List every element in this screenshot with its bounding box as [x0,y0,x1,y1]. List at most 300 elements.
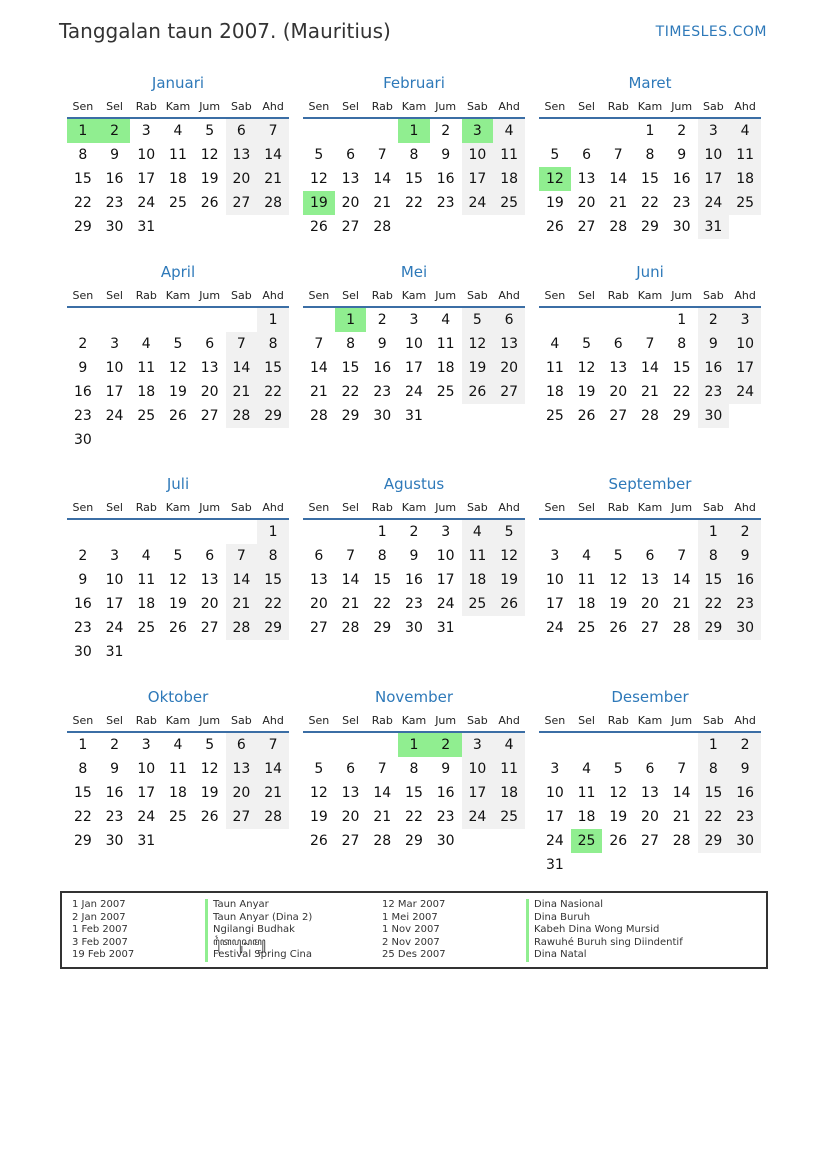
weekday-label: Ahd [493,284,525,307]
day-cell: 20 [226,781,258,805]
day-cell: 18 [462,568,494,592]
day-cell: 30 [698,404,730,428]
month-name: Juni [636,263,664,281]
empty-day-cell [194,829,226,853]
month-grid [303,709,525,853]
day-cell: 19 [169,596,187,612]
day-cell: 21 [226,592,258,616]
day-cell: 10 [545,785,564,801]
weekday-label: Sab [226,496,258,519]
day-cell: 9 [441,147,451,163]
day-cell: 6 [613,336,623,352]
weekday-label: Kam [634,284,666,307]
day-cell: 6 [226,118,258,143]
day-cell: 5 [613,761,623,777]
day-cell: 11 [137,572,156,588]
month-name: Desember [611,688,689,706]
legend-holiday-name: Taun Anyar (Dina 2) [205,912,312,925]
day-cell: 28 [226,404,258,428]
day-cell: 26 [200,809,219,825]
day-cell: 25 [493,805,525,829]
day-cell: 25 [436,384,455,400]
day-cell: 19 [200,785,219,801]
day-cell: 6 [346,147,356,163]
week-row [303,307,525,332]
day-cell: 3 [110,336,120,352]
day-cell: 24 [105,620,124,636]
day-cell: 14 [373,785,392,801]
empty-day-cell [366,732,398,757]
day-cell: 4 [173,737,183,753]
brand-link[interactable]: TIMESLES.COM [655,24,767,40]
week-row [303,191,525,215]
day-cell: 30 [73,432,92,448]
week-row [67,732,289,757]
empty-day-cell [194,307,226,332]
empty-day-cell [602,732,634,757]
empty-day-cell [666,519,698,544]
day-cell: 16 [436,785,455,801]
day-cell: 19 [200,171,219,187]
month-grid [67,496,289,664]
month-desember [539,685,761,877]
day-cell: 2 [729,732,761,757]
day-cell: 23 [436,195,455,211]
week-row [303,356,525,380]
day-cell: 4 [141,548,151,564]
holiday-day-cell: 3 [462,118,494,143]
empty-day-cell [634,853,666,877]
day-cell: 22 [698,805,730,829]
weekday-label: Sen [303,709,335,732]
month-maret [539,71,761,239]
weekday-label: Kam [162,95,194,118]
day-cell: 8 [645,147,655,163]
day-cell: 20 [493,356,525,380]
empty-day-cell [571,307,603,332]
day-cell: 9 [729,544,761,568]
weekday-label: Rab [366,284,398,307]
week-row [539,616,761,640]
day-cell: 1 [257,519,289,544]
day-cell: 22 [257,592,289,616]
day-cell: 21 [257,167,289,191]
day-cell: 26 [309,219,328,235]
day-cell: 24 [462,191,494,215]
day-cell: 1 [645,123,655,139]
day-cell: 7 [346,548,356,564]
month-juni [539,260,761,428]
day-cell: 16 [405,572,423,588]
empty-day-cell [99,428,131,452]
day-cell: 25 [462,592,494,616]
day-cell: 6 [645,548,655,564]
day-cell: 4 [582,761,592,777]
month-grid [303,496,525,640]
day-cell: 20 [226,167,258,191]
day-cell: 15 [257,568,289,592]
empty-day-cell [729,215,761,239]
day-cell: 20 [200,384,219,400]
weekday-header-row [539,709,761,732]
day-cell: 17 [462,167,494,191]
day-cell: 21 [609,195,628,211]
empty-day-cell [130,640,162,664]
day-cell: 9 [729,757,761,781]
week-row [303,616,525,640]
day-cell: 18 [169,785,187,801]
day-cell: 28 [341,620,360,636]
day-cell: 23 [73,620,92,636]
legend-dates-right [382,899,446,962]
week-row [67,356,289,380]
day-cell: 18 [493,781,525,805]
week-row [67,143,289,167]
weekday-label: Rab [130,496,162,519]
weekday-label: Sel [571,284,603,307]
month-januari [67,71,289,239]
month-name: November [374,688,454,706]
weekday-label: Sel [335,496,367,519]
weekday-header-row [303,284,525,307]
day-cell: 12 [577,360,596,376]
empty-day-cell [634,307,666,332]
day-cell: 24 [545,620,564,636]
day-cell: 11 [462,544,494,568]
day-cell: 12 [169,572,187,588]
day-cell: 7 [377,147,387,163]
day-cell: 28 [257,191,289,215]
weekday-label: Sab [698,496,730,519]
empty-day-cell [666,732,698,757]
weekday-label: Sen [539,709,571,732]
weekday-label: Kam [634,95,666,118]
week-row [539,167,761,191]
day-cell: 27 [341,833,360,849]
day-cell: 31 [137,833,156,849]
day-cell: 30 [436,833,455,849]
day-cell: 24 [729,380,761,404]
month-name: Agustus [383,475,445,493]
legend-date: 1 Feb 2007 [72,924,128,935]
day-cell: 25 [545,408,564,424]
empty-day-cell [634,732,666,757]
day-cell: 14 [609,171,628,187]
weekday-label: Ahd [729,284,761,307]
week-row [303,118,525,143]
day-cell: 4 [441,312,451,328]
day-cell: 17 [105,596,124,612]
day-cell: 3 [141,737,151,753]
day-cell: 17 [462,781,494,805]
month-grid [303,95,525,239]
weekday-label: Rab [130,709,162,732]
empty-day-cell [226,519,258,544]
day-cell: 17 [698,167,730,191]
weekday-label: Rab [130,95,162,118]
week-row [303,167,525,191]
week-row [67,428,289,452]
legend-holiday-name: Rawuhé Buruh sing Diindentif [526,937,683,950]
week-row [303,781,525,805]
day-cell: 16 [73,596,92,612]
month-name: Januari [151,74,205,92]
day-cell: 9 [677,147,687,163]
day-cell: 14 [672,785,691,801]
day-cell: 4 [550,336,560,352]
empty-day-cell [698,853,730,877]
day-cell: 27 [200,620,219,636]
day-cell: 4 [493,732,525,757]
day-cell: 14 [373,171,392,187]
day-cell: 15 [73,785,92,801]
weekday-label: Jum [430,95,462,118]
day-cell: 5 [550,147,560,163]
weekday-label: Kam [398,95,430,118]
day-cell: 20 [341,195,360,211]
day-cell: 1 [257,307,289,332]
day-cell: 15 [698,781,730,805]
day-cell: 27 [493,380,525,404]
legend-date: 1 Jan 2007 [72,899,126,910]
day-cell: 18 [577,596,596,612]
empty-day-cell [130,519,162,544]
week-row [67,592,289,616]
weekday-label: Jum [430,496,462,519]
day-cell: 14 [309,360,328,376]
weekday-header-row [303,709,525,732]
day-cell: 15 [641,171,659,187]
empty-day-cell [539,118,571,143]
day-cell: 8 [409,147,419,163]
day-cell: 18 [169,171,187,187]
day-cell: 14 [641,360,659,376]
day-cell: 7 [677,548,687,564]
day-cell: 11 [169,147,187,163]
weekday-label: Sen [67,496,99,519]
month-juli [67,472,289,664]
month-name: Februari [383,74,445,92]
day-cell: 29 [73,219,92,235]
empty-day-cell [634,519,666,544]
day-cell: 9 [409,548,419,564]
day-cell: 30 [729,829,761,853]
weekday-label: Jum [194,284,226,307]
day-cell: 7 [645,336,655,352]
empty-day-cell [194,428,226,452]
day-cell: 24 [436,596,455,612]
day-cell: 14 [341,572,360,588]
day-cell: 20 [641,596,659,612]
weekday-label: Rab [366,496,398,519]
day-cell: 24 [462,805,494,829]
day-cell: 15 [405,171,423,187]
empty-day-cell [194,519,226,544]
empty-day-cell [162,307,194,332]
day-cell: 24 [137,195,156,211]
day-cell: 28 [672,833,691,849]
day-cell: 8 [78,147,88,163]
day-cell: 9 [441,761,451,777]
week-row [303,568,525,592]
week-row [539,732,761,757]
day-cell: 26 [545,219,564,235]
day-cell: 5 [462,307,494,332]
weekday-label: Rab [602,709,634,732]
day-cell: 17 [729,356,761,380]
day-cell: 13 [226,757,258,781]
day-cell: 16 [373,360,392,376]
day-cell: 10 [105,572,124,588]
week-row [67,332,289,356]
weekday-label: Sel [335,709,367,732]
day-cell: 6 [226,732,258,757]
day-cell: 21 [226,380,258,404]
empty-day-cell [571,732,603,757]
day-cell: 21 [672,809,691,825]
month-grid [539,284,761,428]
day-cell: 6 [346,761,356,777]
day-cell: 15 [672,360,691,376]
month-grid [539,95,761,239]
day-cell: 8 [698,757,730,781]
empty-day-cell [462,829,494,853]
day-cell: 11 [577,785,596,801]
empty-day-cell [162,519,194,544]
weekday-label: Sab [226,284,258,307]
week-row [303,829,525,853]
empty-day-cell [666,853,698,877]
day-cell: 26 [169,620,187,636]
day-cell: 30 [672,219,691,235]
week-row [67,380,289,404]
empty-day-cell [493,616,525,640]
day-cell: 2 [677,123,687,139]
weekday-label: Ahd [257,284,289,307]
legend-holiday-name: Taun Anyar [205,899,312,912]
weekday-label: Kam [162,496,194,519]
day-cell: 24 [405,384,423,400]
day-cell: 7 [613,147,623,163]
day-cell: 11 [577,572,596,588]
day-cell: 3 [550,761,560,777]
day-cell: 13 [200,360,219,376]
week-row [303,592,525,616]
day-cell: 16 [729,781,761,805]
empty-day-cell [335,519,367,544]
day-cell: 16 [436,171,455,187]
day-cell: 29 [257,404,289,428]
month-april [67,260,289,452]
empty-day-cell [602,853,634,877]
day-cell: 8 [377,548,387,564]
empty-day-cell [602,118,634,143]
day-cell: 31 [436,620,455,636]
day-cell: 22 [73,809,92,825]
month-september [539,472,761,640]
week-row [539,853,761,877]
day-cell: 15 [373,572,392,588]
day-cell: 25 [577,620,596,636]
week-row [67,544,289,568]
day-cell: 31 [137,219,156,235]
week-row [303,404,525,428]
day-cell: 10 [462,143,494,167]
day-cell: 26 [609,833,628,849]
weekday-label: Rab [602,284,634,307]
day-cell: 5 [582,336,592,352]
legend-holiday-name: Ngilangi Budhak [205,924,312,937]
weekday-label: Jum [666,95,698,118]
weekday-label: Sab [462,496,494,519]
day-cell: 4 [582,548,592,564]
week-row [67,568,289,592]
day-cell: 23 [405,596,423,612]
weekday-label: Sen [303,95,335,118]
day-cell: 23 [672,195,691,211]
day-cell: 12 [309,785,328,801]
day-cell: 13 [577,171,596,187]
legend-holiday-name: Dina Nasional [526,899,683,912]
day-cell: 27 [641,833,659,849]
day-cell: 16 [698,356,730,380]
empty-day-cell [257,829,289,853]
week-row [539,519,761,544]
day-cell: 12 [493,544,525,568]
day-cell: 22 [373,596,392,612]
day-cell: 30 [729,616,761,640]
day-cell: 29 [405,833,423,849]
weekday-label: Jum [666,496,698,519]
weekday-label: Jum [194,709,226,732]
day-cell: 11 [169,761,187,777]
empty-day-cell [398,215,430,239]
day-cell: 17 [405,360,423,376]
month-grid [67,95,289,239]
weekday-header-row [67,709,289,732]
weekday-label: Sab [698,95,730,118]
day-cell: 29 [341,408,360,424]
day-cell: 25 [137,408,156,424]
week-row [539,544,761,568]
day-cell: 18 [436,360,455,376]
weekday-label: Kam [162,284,194,307]
day-cell: 31 [405,408,423,424]
day-cell: 10 [698,143,730,167]
day-cell: 3 [441,524,451,540]
holiday-day-cell: 25 [571,829,603,853]
week-row [303,544,525,568]
day-cell: 14 [257,757,289,781]
day-cell: 28 [373,219,392,235]
day-cell: 29 [373,620,392,636]
day-cell: 5 [493,519,525,544]
day-cell: 29 [641,219,659,235]
day-cell: 3 [550,548,560,564]
empty-day-cell [539,732,571,757]
day-cell: 3 [462,732,494,757]
week-row [67,829,289,853]
weekday-label: Kam [162,709,194,732]
weekday-label: Kam [634,496,666,519]
legend-date: 25 Des 2007 [382,949,446,960]
empty-day-cell [257,428,289,452]
day-cell: 27 [609,408,628,424]
weekday-header-row [67,496,289,519]
day-cell: 27 [577,219,596,235]
day-cell: 11 [493,757,525,781]
week-row [67,118,289,143]
